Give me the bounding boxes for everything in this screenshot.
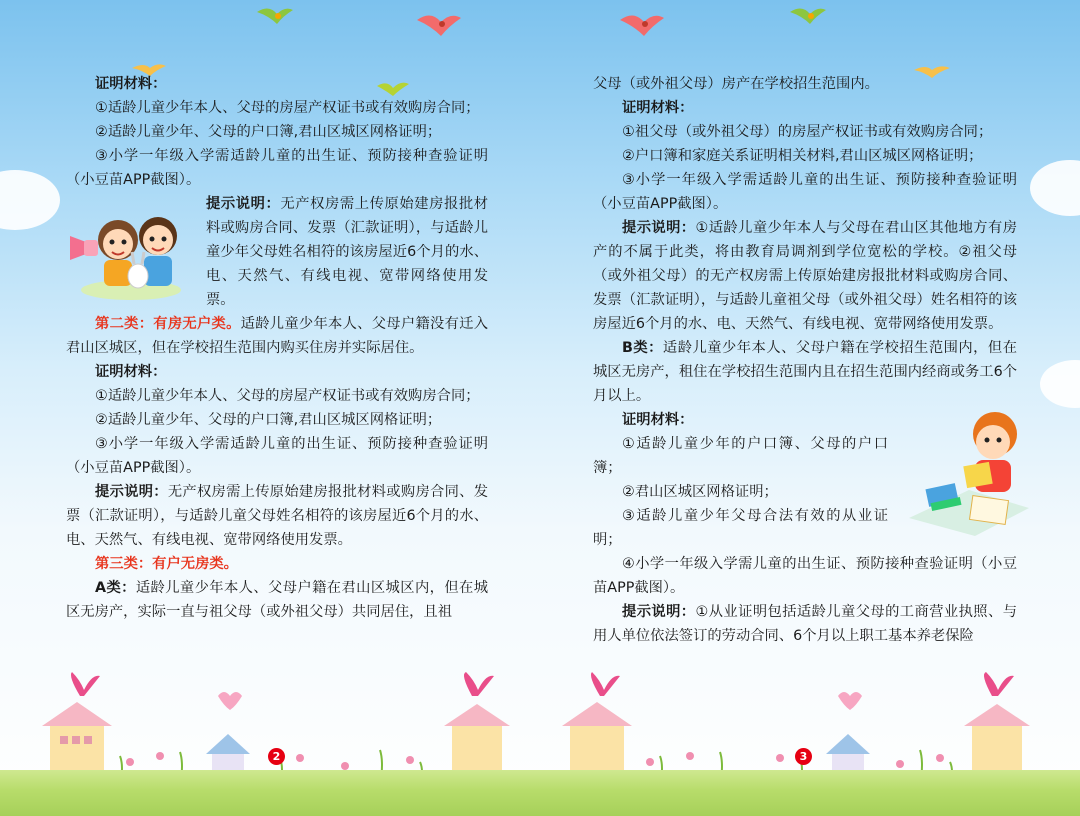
flower-icon [126,752,944,770]
house-icon [444,672,510,770]
tip-label: 提示说明： [95,484,168,500]
left-page-text [66,72,488,624]
materials-heading: 证明材料： [95,364,167,380]
materials-item: ②适龄儿童少年、父母的户口簿,君山区城区网格证明； [95,124,442,140]
materials-item: ①适龄儿童少年的户口簿、父母的户口簿； [593,436,888,476]
bottom-decoration [0,666,1080,816]
materials-item: ③小学一年级入学需适龄儿童的出生证、预防接种查验证明（小豆苗APP截图）。 [66,436,488,476]
tip-body: 无产权房需上传原始建房报批材料或购房合同、发票（汇款证明），与适龄儿童父母姓名相符的该房屋近6个月的水、电、天然气、有线电视、宽带网络使用发票。 [66,484,488,548]
subcategory-text: 适龄儿童少年本人、父母户籍在学校招生范围内，但在城区无房产，租住在学校招生范围内且在招生范围内经商或务工6个月以上。 [593,340,1017,404]
house-icon [826,734,870,774]
materials-item: ②君山区城区网格证明； [622,484,778,500]
right-page-text [593,72,1017,648]
category-heading: 第三类：有户无房类。 [95,556,238,572]
boy-block [593,408,1017,552]
tip-body: ①适龄儿童少年本人与父母在君山区其他地方有房产的不属于此类，将由教育局调剂到学位宽松的学校。②祖父母（或外祖父母）的无产权房需上传原始建房报批材料或购房合同、发票（汇款证明），与适龄儿童祖父母（或外祖父母）姓名相符的该房屋近6个月的水、电、天然气、有线电视、宽带网络使用发票。 [593,220,1017,332]
tip-label: 提示说明： [206,196,281,212]
materials-item: ②户口簿和家庭关系证明相关材料,君山区城区网格证明； [622,148,983,164]
materials-heading: 证明材料： [622,412,694,428]
materials-item: ①适龄儿童少年本人、父母的房屋产权证书或有效购房合同； [95,100,480,116]
materials-item: ②适龄儿童少年、父母的户口簿,君山区城区网格证明； [95,412,442,428]
materials-item: ①祖父母（或外祖父母）的房屋产权证书或有效购房合同； [622,124,993,140]
page-number: 3 [795,748,812,765]
tip-label: 提示说明： [622,220,696,236]
category-heading: 第二类：有房无户类。 [95,316,241,332]
house-icon [562,672,632,770]
materials-item: ③适龄儿童少年父母合法有效的从业证明； [593,508,888,548]
tip-label: 提示说明： [622,604,696,620]
subcategory-label: A类： [95,580,136,596]
materials-heading: 证明材料： [622,100,694,116]
page-number: 2 [268,748,285,765]
subcategory-label: B类： [622,340,663,356]
materials-item: ①适龄儿童少年本人、父母的房屋产权证书或有效购房合同； [95,388,480,404]
boy-reading-illustration [909,408,1029,538]
materials-item: ③小学一年级入学需适龄儿童的出生证、预防接种查验证明（小豆苗APP截图）。 [66,148,488,188]
heart-icon [218,692,862,710]
category-text: 适龄儿童少年本人、父母户籍没有迁入君山区城区，但在学校招生范围内购买住房并实际居住。 [66,316,488,356]
tip-block [66,192,488,312]
grass-ground [0,770,1080,816]
house-icon [206,734,250,774]
tip-body: ①从业证明包括适龄儿童父母的工商营业执照、与用人单位依法签订的劳动合同、6个月以上职工基本养老保险 [593,604,1017,644]
house-icon [42,672,112,770]
boy-block-text [593,408,888,552]
tip-text [206,192,488,312]
materials-item: ④小学一年级入学需儿童的出生证、预防接种查验证明（小豆苗APP截图）。 [593,556,1017,596]
materials-item: ③小学一年级入学需适龄儿童的出生证、预防接种查验证明（小豆苗APP截图）。 [593,172,1017,212]
house-icon [964,672,1030,770]
tip-body: 无产权房需上传原始建房报批材料或购房合同、发票（汇款证明），与适龄儿童少年父母姓名相符的该房屋近6个月的水、电、天然气、有线电视、宽带网络使用发票。 [206,196,489,308]
materials-heading: 证明材料： [95,76,167,92]
subcategory-text: 适龄儿童少年本人、父母户籍在君山区城区内，但在城区无房产，实际一直与祖父母（或外祖父母）共同居住，且祖 [66,580,488,620]
kids-megaphone-illustration [66,202,196,302]
continued-text: 父母（或外祖父母）房产在学校招生范围内。 [593,76,879,92]
